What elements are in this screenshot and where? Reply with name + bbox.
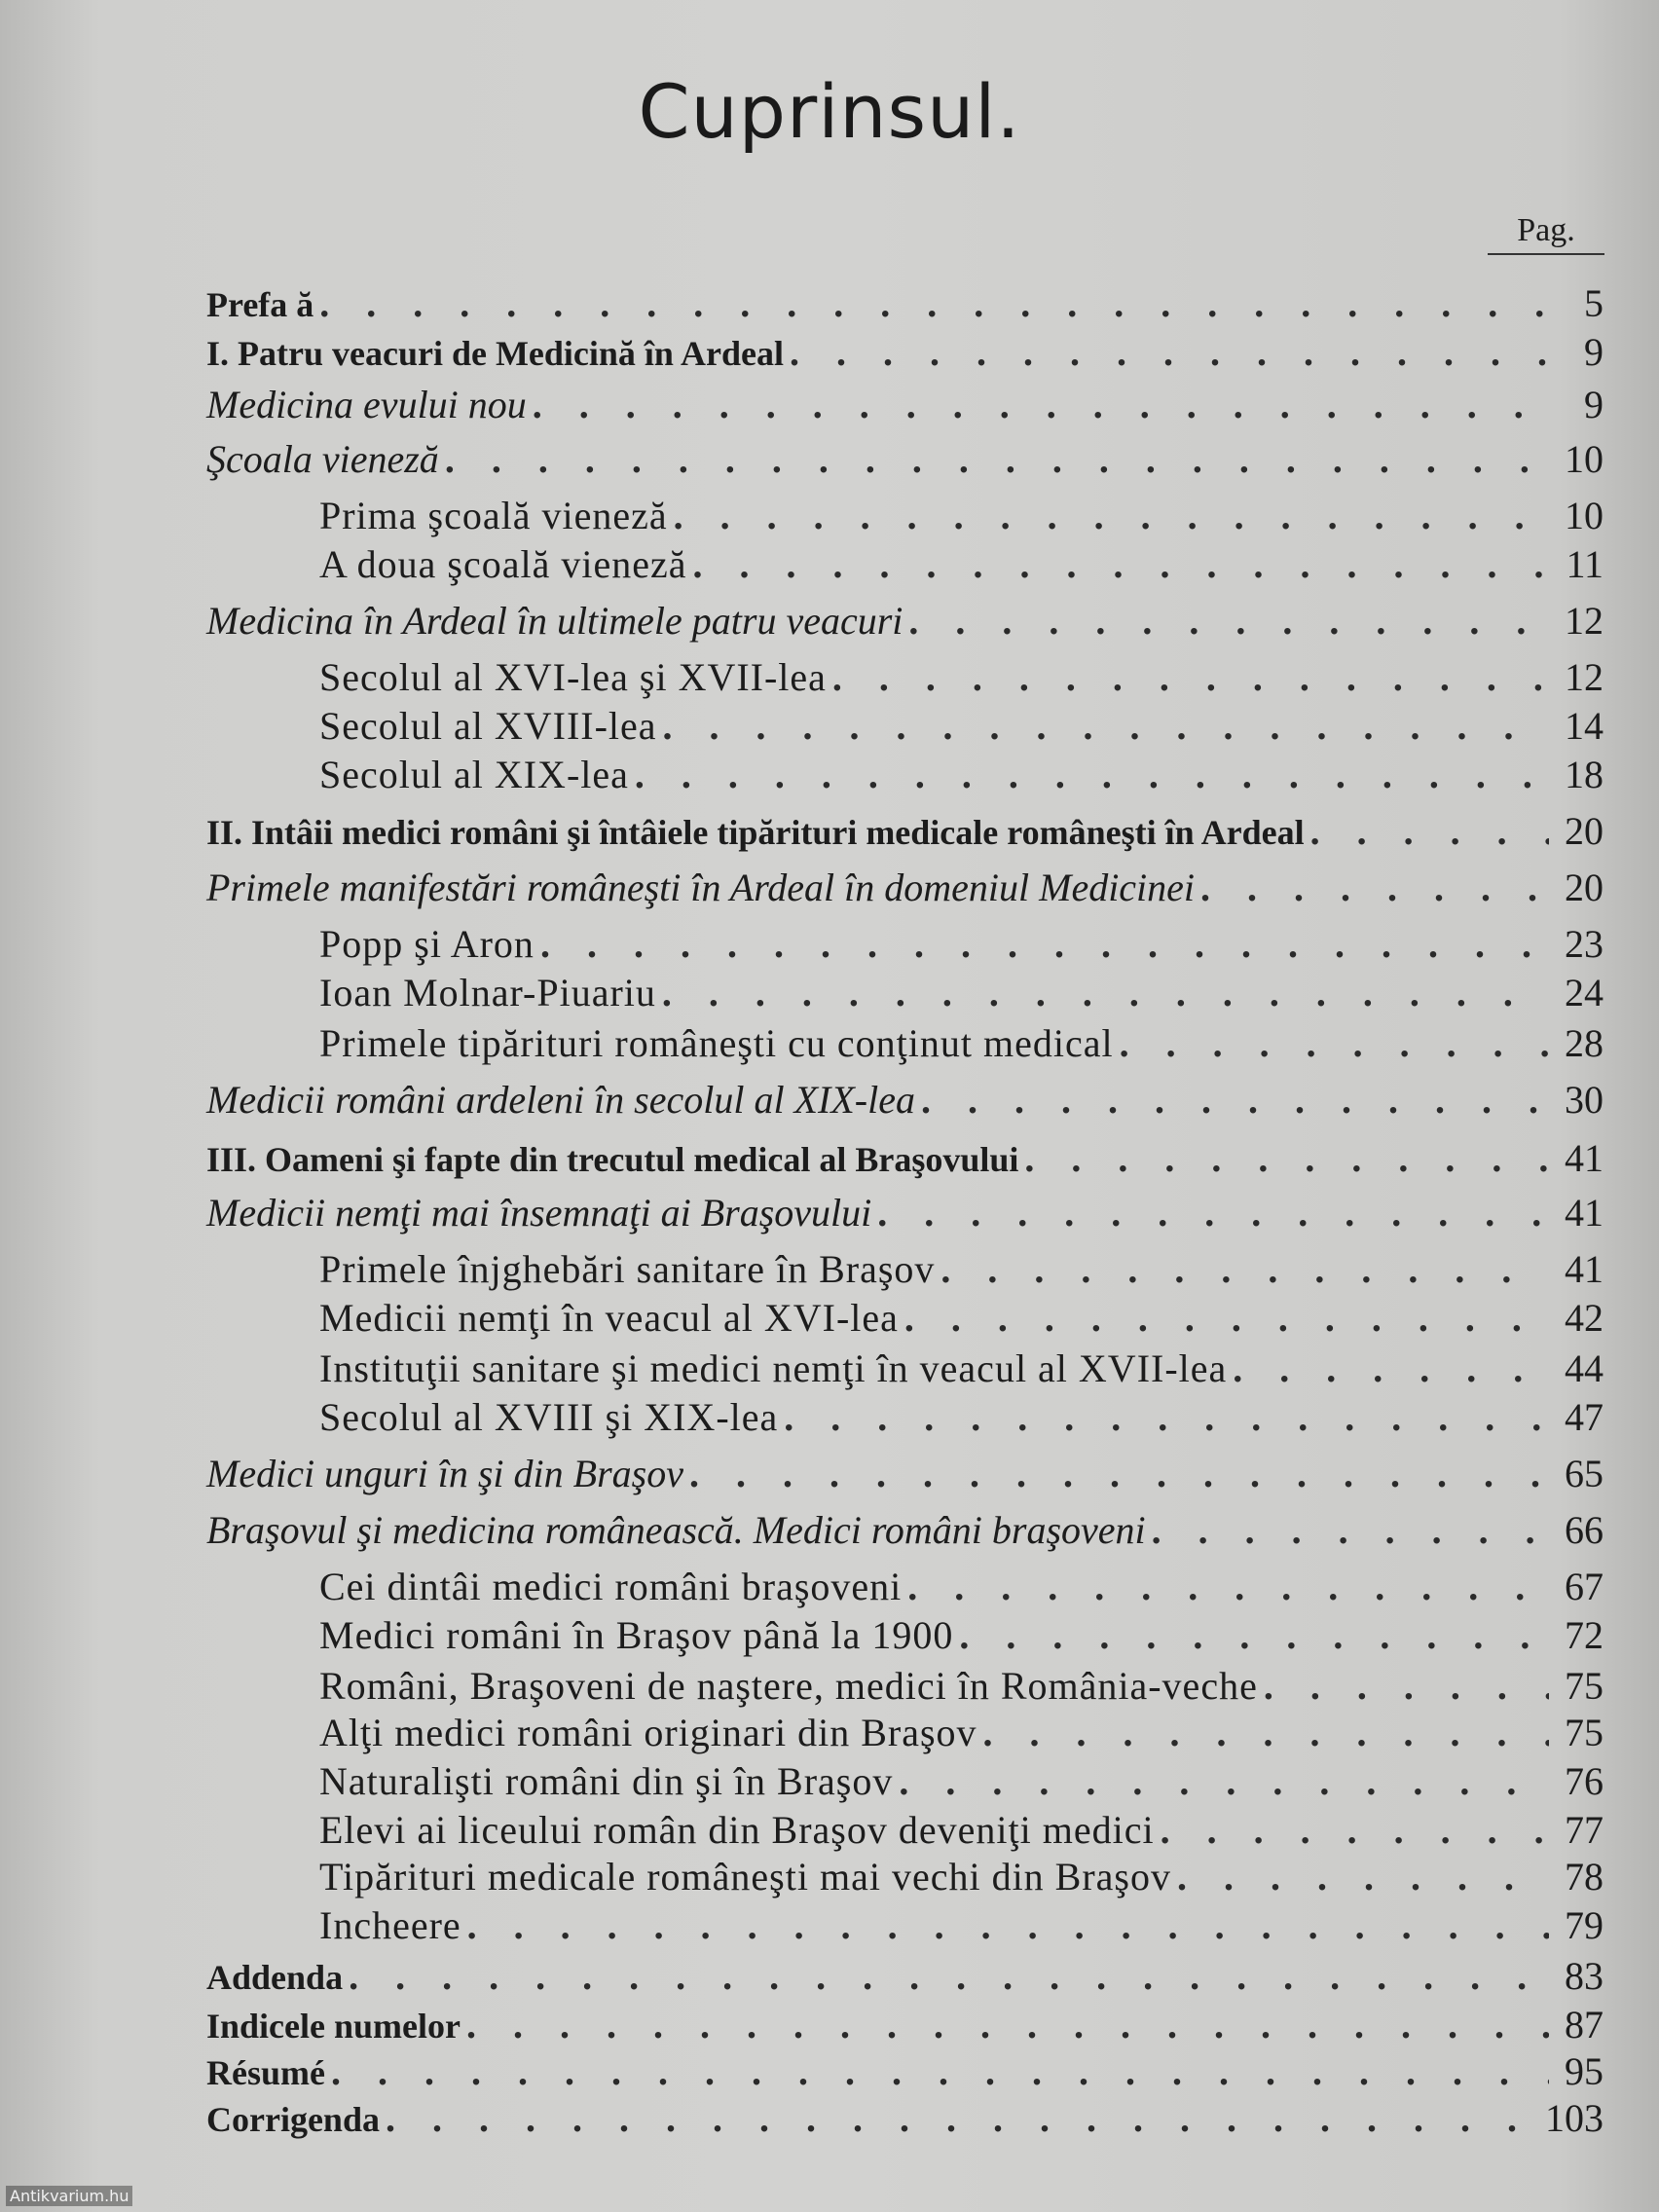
toc-entry xyxy=(206,382,1604,428)
toc-entry xyxy=(319,1663,1604,1710)
toc-entry-title: Medicina evului nou xyxy=(206,383,527,426)
toc-entry-page-number: 76 xyxy=(1565,1759,1604,1803)
toc-entry xyxy=(206,1190,1604,1236)
toc-entry-page-number: 75 xyxy=(1565,1664,1604,1708)
toc-entry-title: Şcoala vieneză xyxy=(206,437,439,481)
toc-entry xyxy=(319,541,1604,588)
dot-leader xyxy=(940,1246,1549,1293)
toc-entry xyxy=(206,280,1604,328)
toc-entry-page-number: 103 xyxy=(1545,2096,1604,2140)
toc-entry-page-number: 67 xyxy=(1565,1565,1604,1608)
toc-entry-title: Secolul al XIX-lea xyxy=(319,753,629,796)
toc-entry-page-number: 65 xyxy=(1565,1452,1604,1495)
toc-entry xyxy=(319,970,1604,1016)
toc-entry-page-number: 10 xyxy=(1565,494,1604,537)
toc-entry-title: Prefa ă xyxy=(206,285,314,324)
toc-entry xyxy=(319,1854,1604,1900)
toc-entry-page-number: 44 xyxy=(1565,1346,1604,1390)
dot-leader xyxy=(907,1564,1549,1610)
toc-entry xyxy=(319,654,1604,701)
dot-leader xyxy=(1161,1807,1549,1854)
dot-leader xyxy=(1310,808,1549,855)
toc-entry xyxy=(206,2095,1604,2143)
dot-leader xyxy=(331,2048,1549,2095)
toc-entry xyxy=(319,1710,1604,1756)
page-column-header: Pag. xyxy=(1488,212,1604,255)
toc-entry xyxy=(206,1451,1604,1497)
dot-leader xyxy=(908,598,1549,645)
toc-entry-page-number: 77 xyxy=(1565,1808,1604,1852)
toc-entry xyxy=(319,1246,1604,1293)
dot-leader xyxy=(693,541,1549,588)
toc-entry-page-number: 41 xyxy=(1565,1191,1604,1235)
toc-entry xyxy=(319,1612,1604,1659)
toc-entry-page-number: 41 xyxy=(1565,1247,1604,1291)
toc-entry-page-number: 30 xyxy=(1565,1078,1604,1122)
toc-entry xyxy=(319,1902,1604,1949)
toc-entry-page-number: 14 xyxy=(1565,704,1604,748)
toc-entry-page-number: 9 xyxy=(1584,383,1604,426)
dot-leader xyxy=(832,654,1549,701)
toc-entry-title: Români, Braşoveni de naştere, medici în România-veche xyxy=(319,1664,1258,1708)
dot-leader xyxy=(921,1077,1549,1124)
dot-leader xyxy=(983,1710,1549,1756)
dot-leader xyxy=(674,493,1549,539)
toc-entry-page-number: 24 xyxy=(1565,971,1604,1014)
toc-entry-title: Addenda xyxy=(206,1958,344,1997)
toc-entry-page-number: 10 xyxy=(1565,437,1604,481)
toc-entry-title: III. Oameni şi fapte din trecutul medical al Braşovului xyxy=(206,1140,1019,1179)
toc-entry-page-number: 28 xyxy=(1565,1021,1604,1065)
toc-entry xyxy=(206,598,1604,645)
toc-entry-page-number: 78 xyxy=(1565,1855,1604,1899)
dot-leader xyxy=(1120,1020,1549,1067)
dot-leader xyxy=(689,1451,1549,1497)
toc-entry-page-number: 72 xyxy=(1565,1613,1604,1657)
toc-entry-page-number: 11 xyxy=(1566,542,1604,586)
dot-leader xyxy=(1200,865,1549,911)
dot-leader xyxy=(319,280,1549,327)
toc-entry-title: Cei dintâi medici români braşoveni xyxy=(319,1565,903,1608)
dot-leader xyxy=(1177,1854,1549,1900)
toc-entry-title: Résumé xyxy=(206,2053,325,2092)
toc-entry-title: Medicii români ardeleni în secolul al XIX-lea xyxy=(206,1078,915,1122)
toc-entry xyxy=(206,2002,1604,2049)
toc-entry-title: Braşovul şi medicina românească. Medici români braşoveni xyxy=(206,1508,1146,1552)
toc-entry-title: Primele înjghebări sanitare în Braşov xyxy=(319,1247,936,1291)
dot-leader xyxy=(877,1190,1549,1236)
toc-entry xyxy=(206,1077,1604,1124)
toc-entry-page-number: 12 xyxy=(1565,655,1604,699)
toc-entry xyxy=(319,921,1604,968)
dot-leader xyxy=(466,2002,1549,2048)
toc-entry xyxy=(319,1346,1604,1392)
toc-entry-title: Tipărituri medicale româneşti mai vechi din Braşov xyxy=(319,1855,1171,1899)
toc-entry xyxy=(319,493,1604,539)
toc-entry xyxy=(319,1758,1604,1805)
toc-entry-title: Indicele numelor xyxy=(206,2007,461,2046)
dot-leader xyxy=(662,970,1549,1016)
toc-entry xyxy=(206,2048,1604,2096)
toc-entry xyxy=(206,865,1604,911)
toc-entry xyxy=(206,1953,1604,2001)
dot-leader xyxy=(1024,1135,1549,1182)
dot-leader xyxy=(1152,1507,1549,1554)
toc-entry xyxy=(319,1020,1604,1067)
dot-leader xyxy=(540,921,1549,968)
toc-entry-title: Incheere xyxy=(319,1903,461,1947)
watermark: Antikvarium.hu xyxy=(6,2186,132,2206)
toc-entry-title: Secolul al XVIII şi XIX-lea xyxy=(319,1395,779,1439)
toc-entry-page-number: 41 xyxy=(1565,1136,1604,1180)
dot-leader xyxy=(386,2095,1539,2142)
dot-leader xyxy=(349,1953,1549,2000)
toc-entry-title: Secolul al XVIII-lea xyxy=(319,704,657,748)
dot-leader xyxy=(1264,1663,1549,1710)
toc-entry-page-number: 83 xyxy=(1565,1954,1604,1998)
toc-entry-page-number: 87 xyxy=(1565,2003,1604,2046)
toc-entry-title: I. Patru veacuri de Medicină în Ardeal xyxy=(206,334,784,373)
toc-entry-page-number: 9 xyxy=(1584,330,1604,374)
toc-entry xyxy=(206,1507,1604,1554)
dot-leader xyxy=(635,752,1549,798)
toc-entry-title: Popp şi Aron xyxy=(319,922,535,966)
toc-entry-title: Elevi ai liceului român din Braşov deveniţi medici xyxy=(319,1808,1155,1852)
toc-entry-title: Medicina în Ardeal în ultimele patru veacuri xyxy=(206,599,903,643)
toc-entry-page-number: 79 xyxy=(1565,1903,1604,1947)
toc-entry xyxy=(319,1564,1604,1610)
toc-entry-title: Medici unguri în şi din Braşov xyxy=(206,1452,683,1495)
toc-entry xyxy=(206,436,1604,483)
toc-entry xyxy=(319,703,1604,750)
toc-entry-page-number: 12 xyxy=(1565,599,1604,643)
toc-entry-title: Alţi medici români originari din Braşov xyxy=(319,1711,977,1754)
toc-entry-title: Ioan Molnar-Piuariu xyxy=(319,971,656,1014)
toc-entry xyxy=(206,1135,1604,1183)
toc-entry-page-number: 20 xyxy=(1565,809,1604,853)
dot-leader xyxy=(445,436,1549,483)
dot-leader xyxy=(1233,1346,1549,1392)
toc-entry-page-number: 47 xyxy=(1565,1395,1604,1439)
toc-entry-title: Prima şcoală vieneză xyxy=(319,494,668,537)
dot-leader xyxy=(790,329,1549,376)
toc-entry-title: A doua şcoală vieneză xyxy=(319,542,687,586)
toc-entry xyxy=(319,1394,1604,1441)
toc-entry-page-number: 18 xyxy=(1565,753,1604,796)
toc-entry-title: Primele tipărituri româneşti cu conţinut medical xyxy=(319,1021,1114,1065)
toc-entry-page-number: 5 xyxy=(1584,281,1604,325)
toc-entry-title: Primele manifestări româneşti în Ardeal în domeniul Medicinei xyxy=(206,866,1196,909)
page-title: Cuprinsul. xyxy=(638,68,1021,155)
toc-entry-title: II. Intâii medici români şi întâiele tipărituri medicale româneşti în Ardeal xyxy=(206,813,1305,852)
toc-entry-title: Medicii nemţi mai însemnaţi ai Braşovului xyxy=(206,1191,872,1235)
dot-leader xyxy=(784,1394,1549,1441)
dot-leader xyxy=(663,703,1549,750)
dot-leader xyxy=(533,382,1549,428)
dot-leader xyxy=(899,1758,1549,1805)
toc-entry-page-number: 23 xyxy=(1565,922,1604,966)
toc-entry xyxy=(319,752,1604,798)
toc-entry-title: Corrigenda xyxy=(206,2100,380,2139)
toc-entry xyxy=(319,1295,1604,1342)
toc-entry-page-number: 42 xyxy=(1565,1296,1604,1340)
toc-entry xyxy=(206,329,1604,377)
toc-entry xyxy=(319,1807,1604,1854)
toc-entry-title: Medici români în Braşov până la 1900 xyxy=(319,1613,954,1657)
toc-entry-title: Instituţii sanitare şi medici nemţi în veacul al XVII-lea xyxy=(319,1346,1228,1390)
toc-entry-title: Secolul al XVI-lea şi XVII-lea xyxy=(319,655,827,699)
dot-leader xyxy=(959,1612,1549,1659)
toc-entry-page-number: 75 xyxy=(1565,1711,1604,1754)
toc-entry-page-number: 95 xyxy=(1565,2049,1604,2093)
dot-leader xyxy=(467,1902,1549,1949)
toc-entry-title: Naturalişti români din şi în Braşov xyxy=(319,1759,894,1803)
toc-entry-title: Medicii nemţi în veacul al XVI-lea xyxy=(319,1296,899,1340)
toc-entry-page-number: 66 xyxy=(1565,1508,1604,1552)
toc-entry-page-number: 20 xyxy=(1565,866,1604,909)
dot-leader xyxy=(904,1295,1549,1342)
toc-entry xyxy=(206,808,1604,856)
